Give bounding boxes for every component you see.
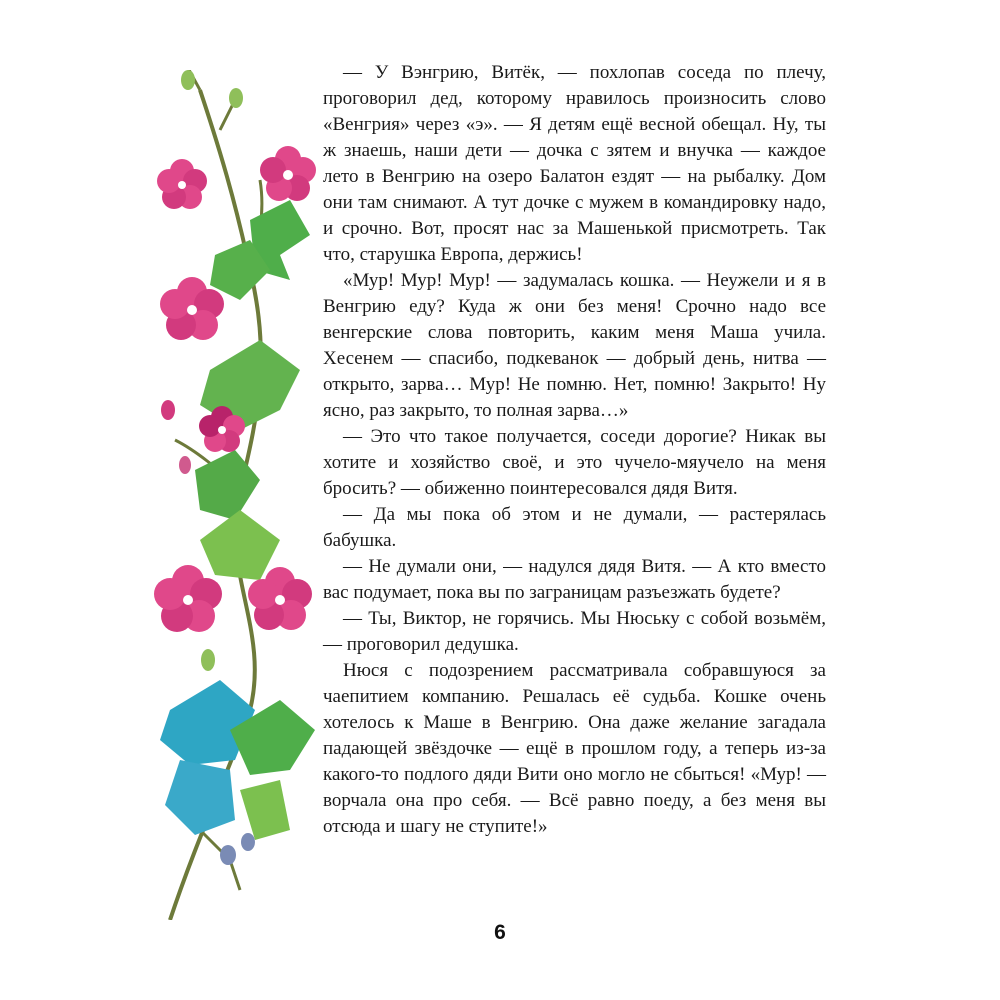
story-text <box>323 60 826 840</box>
pink-flower <box>157 159 207 209</box>
page-number: 6 <box>494 921 506 944</box>
paragraph: Нюся с подозрением рассматривала собравшуюся за чаепитием компанию. Решалась её судьба. Кошке очень хотелось к Маше в Венгрию. Она даже желание загадала падающей звёздочке — ещё в прошлом году, а теперь из-за какого-то подлого дяди Вити оно могло не сбыться! «Мур! — ворчала она про себя. — Всё равно поеду, а без меня вы отсюда и шагу не ступите!» <box>323 660 826 837</box>
pink-flower <box>260 146 316 201</box>
paragraph: — Да мы пока об этом и не думали, — растерялась бабушка. <box>323 504 826 551</box>
pink-flower <box>154 565 222 632</box>
paragraph: — Ты, Виктор, не горячись. Мы Нюську с собой возьмём, — проговорил дедушка. <box>323 608 826 655</box>
flower-vine-illustration <box>140 70 320 920</box>
paragraph: «Мур! Мур! Мур! — задумалась кошка. — Неужели и я в Венгрию еду? Куда ж они без меня! Срочно надо все венгерские слова повторить, каким меня Маша учила. Хесенем — спасибо, подкеванок — добрый день, нитва — открыто, зарва… Мур! Не помню. Нет, помню! Закрыто! Ну ясно, раз закрыто, то полная зарва…» <box>323 270 826 421</box>
paragraph: — Не думали они, — надулся дядя Витя. — А кто вместо вас подумает, пока вы по заграницам разъезжать будете? <box>323 556 826 603</box>
paragraph: — Это что такое получается, соседи дорогие? Никак вы хотите и хозяйство своё, и это чучело-мяучело на меня бросить? — обиженно поинтересовался дядя Витя. <box>323 426 826 499</box>
paragraph: — У Вэнгрию, Витёк, — похлопав соседа по плечу, проговорил дед, которому нравилось произносить слово «Венгрия» через «э». — Я детям ещё весной обещал. Ну, ты ж знаешь, наши дети — дочка с зятем и внучка — каждое лето в Венгрию на озеро Балатон ездят — на рыбалку. Дом они там снимают. А тут дочке с мужем в командировку надо, и срочно. Вот, просят нас за Машенькой присмотреть. Так что, старушка Европа, держись! <box>323 62 826 265</box>
